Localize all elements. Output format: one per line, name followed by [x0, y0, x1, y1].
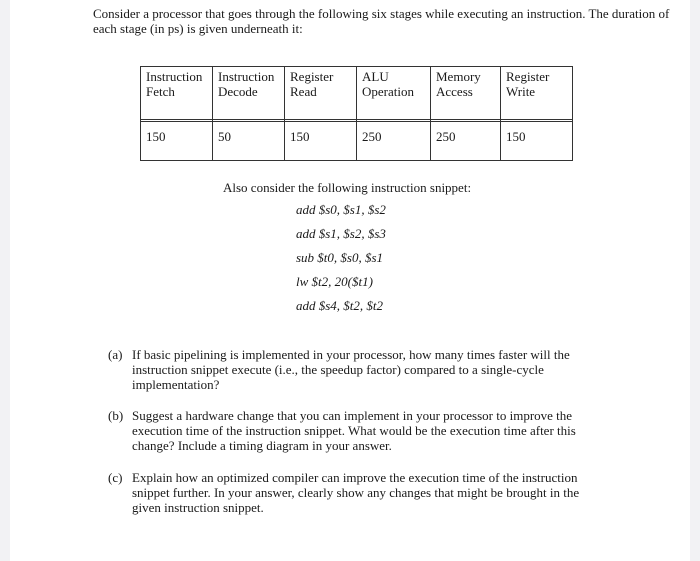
code-line: add $s1, $s2, $s3	[296, 226, 386, 241]
stage-name: Operation	[362, 84, 414, 99]
question-text: Explain how an optimized compiler can improve the execution time of the instruction snippet further. In your answer, clearly show any changes that might be brought in the given instruction snippet.	[132, 470, 580, 515]
stage-name: Instruction	[146, 69, 203, 84]
stage-name-cell	[141, 67, 213, 120]
stage-name: Write	[506, 84, 536, 99]
code-line: add $s4, $t2, $t2	[296, 298, 384, 313]
stage-name-cell	[213, 67, 285, 120]
stage-name: Fetch	[146, 84, 175, 99]
stage-duration-cell: 250	[357, 122, 431, 161]
stage-name-cell	[431, 67, 501, 120]
stage-name: Memory	[436, 69, 481, 84]
stage-duration-table	[140, 66, 573, 161]
instruction-snippet	[296, 202, 386, 322]
code-line: add $s0, $s1, $s2	[296, 202, 386, 217]
stage-name-cell	[285, 67, 357, 120]
stage-name: Access	[436, 84, 473, 99]
intro-paragraph: Consider a processor that goes through the following six stages while executing an instruction. The duration of each stage (in ps) is given underneath it:	[93, 6, 670, 36]
stage-name: Register	[290, 69, 334, 84]
stage-name: Decode	[218, 84, 258, 99]
stage-duration-cell: 150	[141, 122, 213, 161]
stage-name-cell	[501, 67, 573, 120]
stage-name: Read	[290, 84, 317, 99]
question-label: (b)	[108, 408, 124, 423]
stage-name-row	[141, 67, 573, 120]
stage-duration-cell: 150	[501, 122, 573, 161]
question-c	[108, 470, 588, 515]
question-b	[108, 408, 588, 453]
snippet-heading: Also consider the following instruction snippet:	[223, 180, 472, 195]
stage-name: Register	[506, 69, 550, 84]
stage-name: Instruction	[218, 69, 275, 84]
code-line: sub $t0, $s0, $s1	[296, 250, 384, 265]
question-label: (a)	[108, 347, 123, 362]
stage-name-cell	[357, 67, 431, 120]
stage-duration-cell: 50	[213, 122, 285, 161]
question-text: If basic pipelining is implemented in your processor, how many times faster will the instruction snippet execute (i.e., the speedup factor) compared to a single-cycle implementation?	[132, 347, 570, 392]
stage-name: ALU	[362, 69, 389, 84]
stage-duration-cell: 250	[431, 122, 501, 161]
question-label: (c)	[108, 470, 123, 485]
question-a	[108, 347, 588, 392]
stage-duration-row	[141, 122, 573, 161]
question-text: Suggest a hardware change that you can implement in your processor to improve the execution time of the instruction snippet. What would be the execution time after this change? Include a timing diagram in your answer.	[132, 408, 576, 453]
stage-duration-cell: 150	[285, 122, 357, 161]
document-page	[10, 0, 690, 561]
code-line: lw $t2, 20($t1)	[296, 274, 373, 289]
